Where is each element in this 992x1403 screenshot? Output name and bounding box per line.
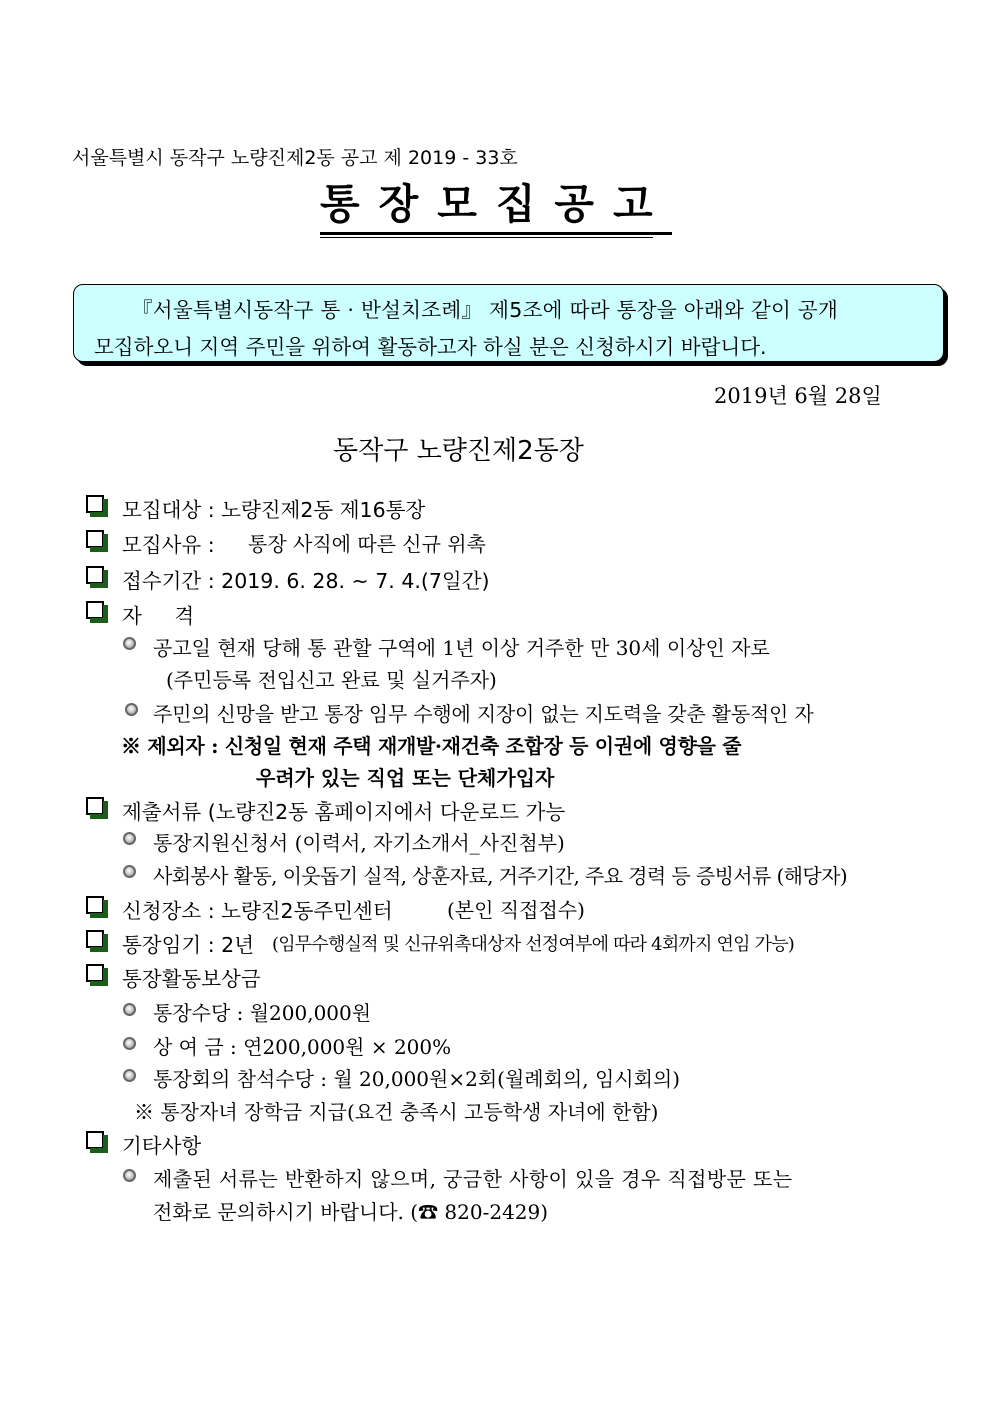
checkbox-square-icon [86,530,104,548]
documents-item-1: 통장지원신청서 (이력서, 자기소개서_사진첨부) [153,831,565,855]
section-documents: 제출서류 (노량진2동 홈페이지에서 다운로드 가능 [122,800,566,824]
etc-item-1-line-2: 전화로 문의하시기 바랍니다. (☎ 820-2429) [153,1200,549,1224]
section-etc: 기타사항 [122,1134,202,1158]
section-term-text: (임무수행실적 및 신규위촉대상자 선정여부에 따라 4회까지 연임 가능) [272,934,795,955]
checkbox-square-icon [86,566,104,584]
section-qualification: 자 격 [122,604,195,628]
exclusion-line-2: 우려가 있는 직업 또는 단체가입자 [256,766,555,790]
intro-line-1: 『서울특별시동작구 통 · 반설치조례』 제5조에 따라 통장을 아래와 같이 공개 [132,298,839,322]
section-period: 접수기간 : 2019. 6. 28. ~ 7. 4.(7일간) [122,569,490,593]
section-place-label: 신청장소 : 노량진2동주민센터 [122,899,393,923]
section-term-label: 통장임기 : 2년 [122,933,254,957]
qualification-item-2: 주민의 신망을 받고 통장 임무 수행에 지장이 없는 지도력을 갖춘 활동적인 자 [153,702,814,726]
compensation-item-1: 통장수당 : 월200,000원 [153,1001,372,1025]
bullet-circle-icon [123,637,136,650]
notice-date: 2019년 6월 28일 [714,384,882,408]
page-title: 통장모집공고 [320,178,672,235]
intro-text [94,292,934,366]
bullet-circle-icon [123,1037,136,1050]
section-place-text: (본인 직접접수) [447,898,585,922]
bullet-circle-icon [123,1003,136,1016]
checkbox-square-icon [86,964,104,982]
intro-line-2: 모집하오니 지역 주민을 위하여 활동하고자 하실 분은 신청하시기 바랍니다. [94,335,767,359]
etc-item-1-line-1: 제출된 서류는 반환하지 않으며, 궁금한 사항이 있을 경우 직접방문 또는 [153,1167,793,1191]
qualification-item-1-line-2: (주민등록 전입신고 완료 및 실거주자) [166,668,497,692]
section-reason-label: 모집사유 : [122,533,215,557]
compensation-item-3: 통장회의 참석수당 : 월 20,000원×2회(월례회의, 임시회의) [153,1067,681,1091]
signer: 동작구 노량진제2동장 [333,436,584,466]
notice-number: 서울특별시 동작구 노량진제2동 공고 제 2019 - 33호 [72,147,518,169]
bullet-circle-icon [123,1169,136,1182]
section-compensation: 통장활동보상금 [122,967,261,991]
checkbox-square-icon [86,1131,104,1149]
checkbox-square-icon [86,797,104,815]
bullet-circle-icon [123,832,136,845]
checkbox-square-icon [86,896,104,914]
checkbox-square-icon [86,495,104,513]
section-target: 모집대상 : 노량진제2동 제16통장 [122,498,426,522]
documents-item-2: 사회봉사 활동, 이웃돕기 실적, 상훈자료, 거주기간, 주요 경력 등 증빙서류 (해당자) [153,864,848,888]
bullet-circle-icon [123,1069,136,1082]
checkbox-square-icon [86,930,104,948]
compensation-item-2: 상 여 금 : 연200,000원 × 200% [153,1035,452,1059]
section-reason-text: 통장 사직에 따른 신규 위촉 [248,532,486,556]
exclusion-line-1: ※ 제외자 : 신청일 현재 주택 재개발·재건축 조합장 등 이권에 영향을 줄 [121,734,742,758]
bullet-circle-icon [125,703,138,716]
bullet-circle-icon [123,865,136,878]
compensation-note: ※ 통장자녀 장학금 지급(요건 충족시 고등학생 자녀에 한함) [134,1100,659,1124]
checkbox-square-icon [86,601,104,619]
qualification-item-1-line-1: 공고일 현재 당해 통 관할 구역에 1년 이상 거주한 만 30세 이상인 자로 [153,636,770,660]
